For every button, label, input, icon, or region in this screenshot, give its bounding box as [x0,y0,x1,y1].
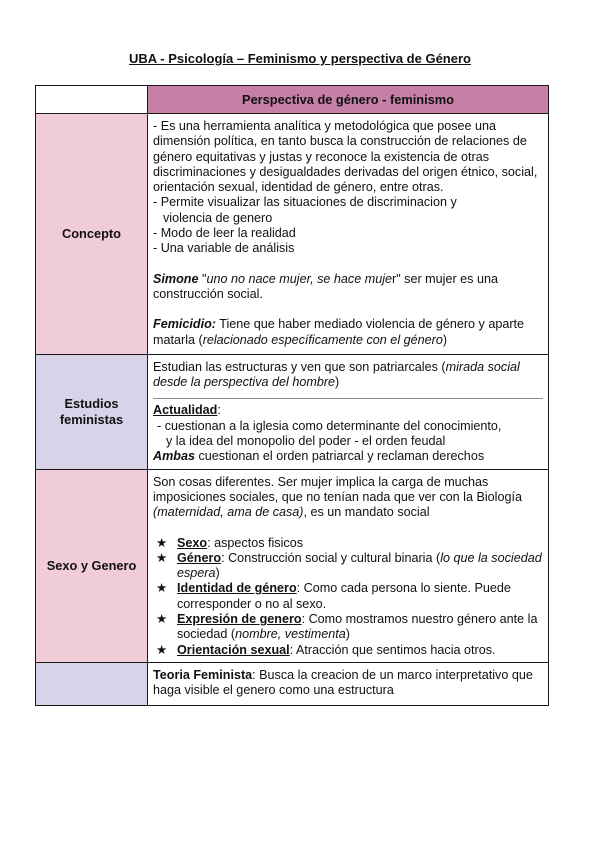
table-row-teoria [36,662,549,705]
list-item [153,536,543,551]
item-term: Sexo [177,535,208,550]
item-term: Expresión de genero [177,612,302,627]
item-text: : Como cada persona lo siente. Puede corresponder o no al sexo. [177,581,511,611]
item-term: Orientación sexual [177,642,290,657]
simone-quote: uno no nace mujer, se hace muje [206,271,393,286]
item-italic: nombre, vestimenta [235,627,346,642]
item-close: ) [345,627,350,642]
row-content-estudios [148,354,549,469]
estudios-p1-close: ) [335,375,340,390]
list-item [153,581,543,612]
ambas-text: cuestionan el orden patriarcal y reclaman derechos [195,449,485,464]
concepto-bullet-1: - Es una herramienta analítica y metodológica que posee una dimensión política, en tanto busca la construcción de relaciones de género equitativas y justas y reconoce la existencia de otras discriminaciones y desigualdades derivadas del origen étnico, social, orientación sexual, identidad de género, entre otras. [153,119,538,195]
table-header-row [36,86,549,114]
actualidad-colon: : [217,403,221,418]
sexo-p1-text: Son cosas diferentes. Ser mujer implica la carga de muchas imposiciones sociales, que no tenían nada que ver con la Biología [153,474,522,504]
simone-paragraph [153,272,543,303]
estudios-p1-text: Estudian las estructuras y ven que son patriarcales ( [153,359,446,374]
sexo-p1-italic: (maternidad, ama de casa) [153,505,304,520]
estudios-paragraph-1 [153,360,543,391]
estudios-p1-italic: mirada social desde la perspectiva del hombre [153,359,520,390]
list-item [153,551,543,582]
teoria-paragraph [153,668,543,699]
actualidad-line-1: - cuestionan a la iglesia como determinante del conocimiento, [157,418,502,433]
item-text: : Atracción que sentimos hacia otros. [289,642,496,657]
femicidio-italic: relacionado específicamente con el género [202,332,443,347]
row-content-concepto [148,114,549,355]
row-label-teoria [36,662,148,705]
list-item [153,643,543,658]
actualidad-line-2: y la idea del monopolio del poder - el orden feudal [166,434,446,449]
star-icon: ★ [156,612,168,627]
item-italic: lo que la sociedad espera [177,550,542,581]
simone-name: Simone [153,271,199,286]
row-content-sexo [148,469,549,662]
item-text: : aspectos fisicos [207,535,304,550]
teoria-term: Teoria Feminista [153,667,253,682]
teoria-text: : Busca la creacion de un marco interpretativo que haga visible el genero como una estructura [153,667,533,698]
simone-quote-open: " [198,271,207,286]
actualidad-heading [153,403,543,418]
actualidad-label: Actualidad [153,403,218,418]
row-label-concepto: Concepto [36,114,148,355]
item-term: Identidad de género [177,581,297,596]
header-empty-cell [36,86,148,114]
item-close: ) [215,566,220,581]
row-label-estudios: Estudios feministas [36,354,148,469]
page-title: UBA - Psicología – Feminismo y perspectiva de Género [129,51,471,66]
star-icon: ★ [156,535,168,550]
femicidio-term: Femicidio: [153,317,216,332]
simone-rest: r" ser mujer es una construcción social. [153,271,498,301]
ambas-term: Ambas [153,449,195,464]
concepto-bullet-2: - Permite visualizar las situaciones de discriminacion y [153,195,457,210]
table-header: Perspectiva de género - feminismo [148,86,549,114]
item-term: Género [177,550,222,565]
concept-table [35,85,549,706]
table-row-estudios [36,354,549,469]
star-icon: ★ [156,550,168,565]
star-icon: ★ [156,581,168,596]
sexo-p1-rest: , es un mandato social [303,505,430,520]
femicidio-text: Tiene que haber mediado violencia de género y aparte matarla ( [153,317,525,347]
estudios-divider [153,398,543,399]
row-label-sexo: Sexo y Genero [36,469,148,662]
table-row-sexo [36,469,549,662]
concepto-bullet-2-cont: violencia de genero [163,210,273,225]
row-content-teoria [148,662,549,705]
femicidio-paragraph [153,317,543,350]
table-row-concepto [36,114,549,355]
concepto-bullet-4: - Una variable de análisis [153,241,295,256]
item-text: : Construcción social y cultural binaria ( [221,550,441,565]
ambas-paragraph [153,449,543,464]
list-item [153,612,543,643]
item-text: : Como mostramos nuestro género ante la sociedad ( [177,612,538,642]
concepto-bullet-3: - Modo de leer la realidad [153,226,296,241]
sexo-paragraph-1 [153,475,543,521]
femicidio-close: ) [442,332,448,347]
star-icon: ★ [156,642,168,657]
